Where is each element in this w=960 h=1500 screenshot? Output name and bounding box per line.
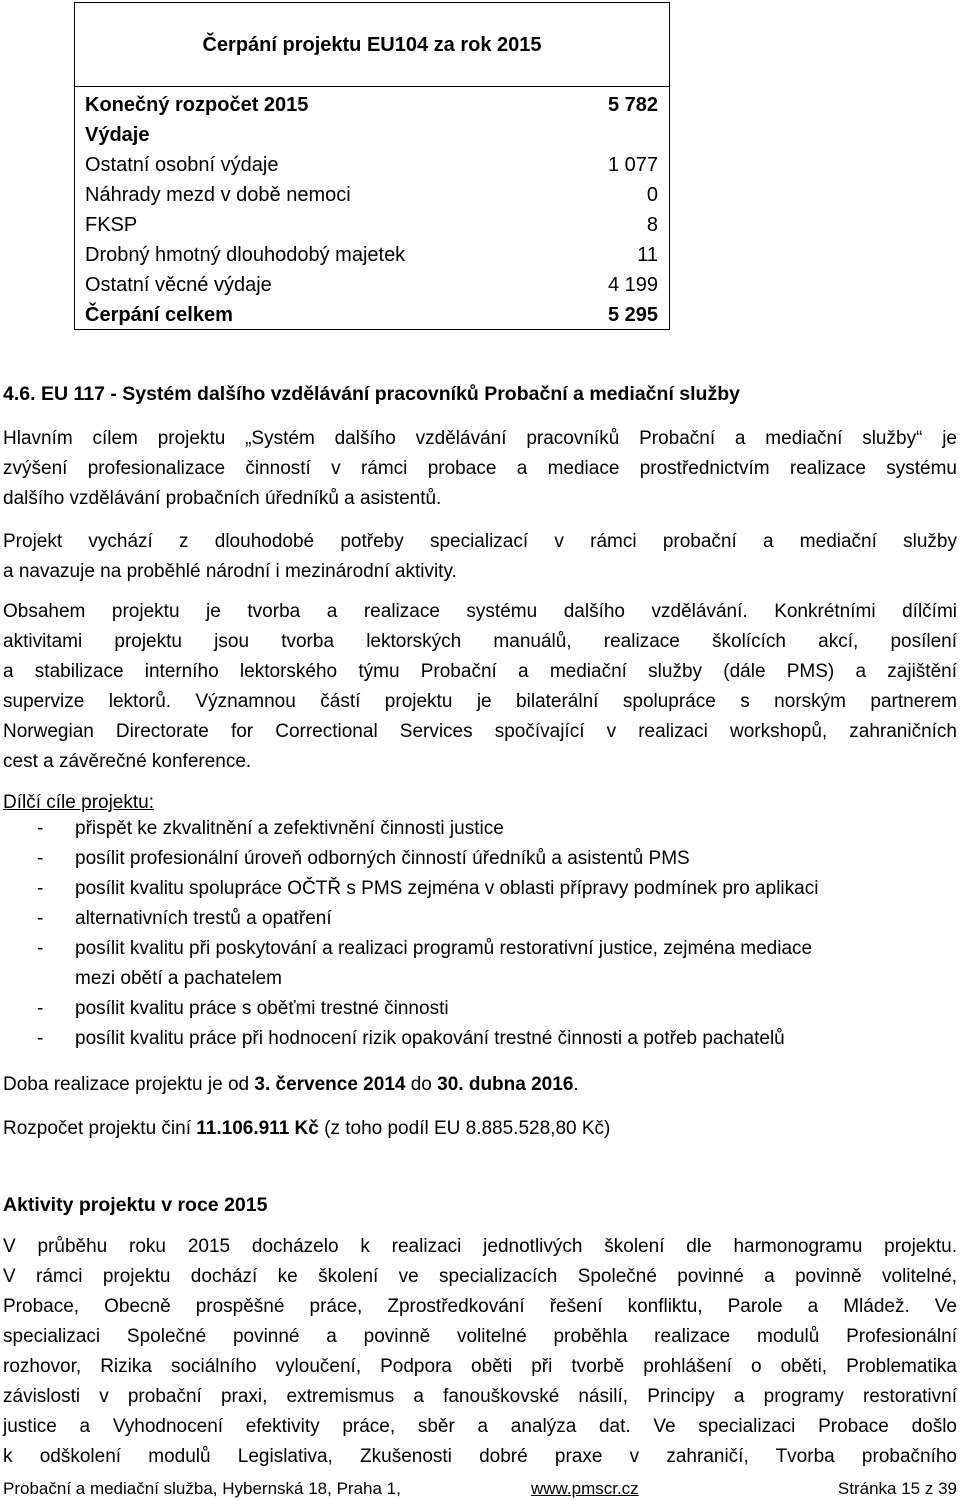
paragraph-line: V průběhu roku 2015 docházelo k realizaci jednotlivých školení dle harmonogramu projektu. [3,1236,957,1257]
paragraph-2 [3,527,957,587]
goal-list-item [3,1024,957,1054]
section-heading: 4.6. EU 117 - Systém dalšího vzdělávání pracovníků Probační a mediační služby [3,383,740,405]
paragraph-line: k odškolení modulů Legislativa, Zkušenosti dobré praxe v zahraničí, Tvorba probačního [3,1446,957,1467]
list-dash: - [37,908,44,929]
goal-text: posílit profesionální úroveň odborných činností úředníků a asistentů PMS [75,848,690,869]
paragraph-line: Obsahem projektu je tvorba a realizace systému dalšího vzdělávání. Konkrétními dílčími [3,601,957,622]
budget-line [3,1114,957,1144]
paragraph-line: supervize lektorů. Významnou částí projektu je bilaterální spolupráce s norským partnerem [3,691,957,712]
footer-address: Probační a mediační služba, Hybernská 18, Praha 1, [3,1479,401,1498]
budget-row-value: 4 199 [607,274,658,296]
budget-rows [75,87,669,330]
paragraph-line: Norwegian Directorate for Correctional Services spočívající v realizaci workshopů, zahraničních [3,721,957,742]
budget-table-title: Čerpání projektu EU104 za rok 2015 [75,3,669,87]
paragraph-line: a stabilizace interního lektorského týmu Probační a mediační služby (dále PMS) a zajištění [3,661,957,682]
paragraph-line: rozhovor, Rizika sociálního vyloučení, Podpora oběti při tvorbě prohlášení o oběti, Problematika [3,1356,957,1377]
paragraph-line: dalšího vzdělávání probačních úředníků a asistentů. [3,488,442,509]
paragraph-line: Projekt vychází z dlouhodobé potřeby specializací v rámci probační a mediační služby [3,531,957,552]
goal-text: mezi obětí a pachatelem [75,968,283,989]
paragraph-line: justice a Vyhodnocení efektivity práce, sběr a analýza dat. Ve specializaci Probace došlo [3,1416,957,1437]
goal-text: alternativních trestů a opatření [75,908,332,929]
duration-end: 30. dubna 2016 [437,1074,574,1095]
list-dash: - [37,938,44,959]
activities-paragraph [3,1232,957,1472]
list-dash: - [37,998,44,1019]
paragraph-line: aktivitami projektu jsou tvorba lektorských manuálů, realizace školících akcí, posílení [3,631,957,652]
paragraph-line: zvýšení profesionalizace činností v rámci probace a mediace prostřednictvím realizace systému [3,458,957,479]
list-dash: - [37,818,44,839]
budget-row [75,210,669,240]
duration-suffix: . [573,1074,579,1095]
paragraph-line: a navazuje na proběhlé národní i mezinárodní aktivity. [3,561,457,582]
duration-start: 3. července 2014 [254,1074,406,1095]
duration-middle: do [405,1074,438,1095]
budget-row-label: Výdaje [85,124,150,146]
goal-text: posílit kvalitu spolupráce OČTŘ s PMS zejména v oblasti přípravy podmínek pro aplikaci [75,878,819,899]
paragraph-line: specializaci Společné povinné a povinně volitelné proběhla realizace modulů Profesionální [3,1326,957,1347]
budget-row [75,90,669,120]
paragraph-3 [3,597,957,777]
budget-row-value: 5 295 [607,304,658,326]
goal-text: posílit kvalitu práce s oběťmi trestné činnosti [75,998,449,1019]
budget-suffix: (z toho podíl EU 8.885.528,80 Kč) [318,1118,611,1139]
goal-text: posílit kvalitu při poskytování a realizaci programů restorativní justice, zejména mediace [75,938,813,959]
paragraph-line: Probace, Obecně prospěšné práce, Zprostředkování řešení konfliktu, Parole a Mládež. Ve [3,1296,957,1317]
budget-row-value: 8 [646,214,658,236]
budget-row-label: Ostatní osobní výdaje [85,154,279,176]
paragraph-line: cest a závěrečné konference. [3,751,252,772]
goal-list-item [3,904,957,934]
goal-list-item [3,934,957,964]
duration-prefix: Doba realizace projektu je od [3,1074,255,1095]
budget-row [75,270,669,300]
budget-row [75,150,669,180]
budget-row [75,120,669,150]
footer-website-link[interactable]: www.pmscr.cz [531,1479,639,1498]
paragraph-line: Hlavním cílem projektu „Systém dalšího vzdělávání pracovníků Probační a mediační služby“ je [3,428,957,449]
budget-row-label: Čerpání celkem [85,304,233,326]
budget-row [75,300,669,330]
goal-list-item [3,874,957,904]
goal-list-item [3,964,957,994]
budget-row-label: FKSP [85,214,138,236]
budget-table [74,2,670,330]
budget-row [75,240,669,270]
goal-text: přispět ke zkvalitnění a zefektivnění činnosti justice [75,818,504,839]
budget-row-value: 5 782 [607,94,658,116]
budget-row-label: Konečný rozpočet 2015 [85,94,309,116]
footer-page-number: Stránka 15 z 39 [837,1479,957,1498]
goals-heading: Dílčí cíle projektu: [3,792,154,813]
intro-paragraph [3,424,957,514]
goal-list-item [3,814,957,844]
goal-text: posílit kvalitu práce při hodnocení rizik opakování trestné činnosti a potřeb pachatelů [75,1028,785,1049]
budget-row-value: 11 [637,244,658,266]
list-dash: - [37,878,44,899]
activities-heading: Aktivity projektu v roce 2015 [3,1194,268,1216]
budget-row-label: Ostatní věcné výdaje [85,274,272,296]
list-dash: - [37,848,44,869]
goal-list-item [3,844,957,874]
budget-row-label: Náhrady mezd v době nemoci [85,184,351,206]
budget-amount: 11.106.911 Kč [196,1118,319,1139]
budget-prefix: Rozpočet projektu činí [3,1118,197,1139]
page-footer [3,1478,957,1500]
goal-list-item [3,994,957,1024]
paragraph-line: V rámci projektu dochází ke školení ve specializacích Společné povinné a povinně volitelné, [3,1266,957,1287]
list-dash: - [37,1028,44,1049]
budget-row-label: Drobný hmotný dlouhodobý majetek [85,244,406,266]
budget-row-value: 0 [646,184,658,206]
budget-row-value: 1 077 [607,154,658,176]
paragraph-line: závislosti v probační praxi, extremismus a fanouškovské násilí, Principy a programy restorativní [3,1386,957,1407]
duration-line [3,1070,957,1100]
budget-row [75,180,669,210]
goals-list [3,814,957,1054]
